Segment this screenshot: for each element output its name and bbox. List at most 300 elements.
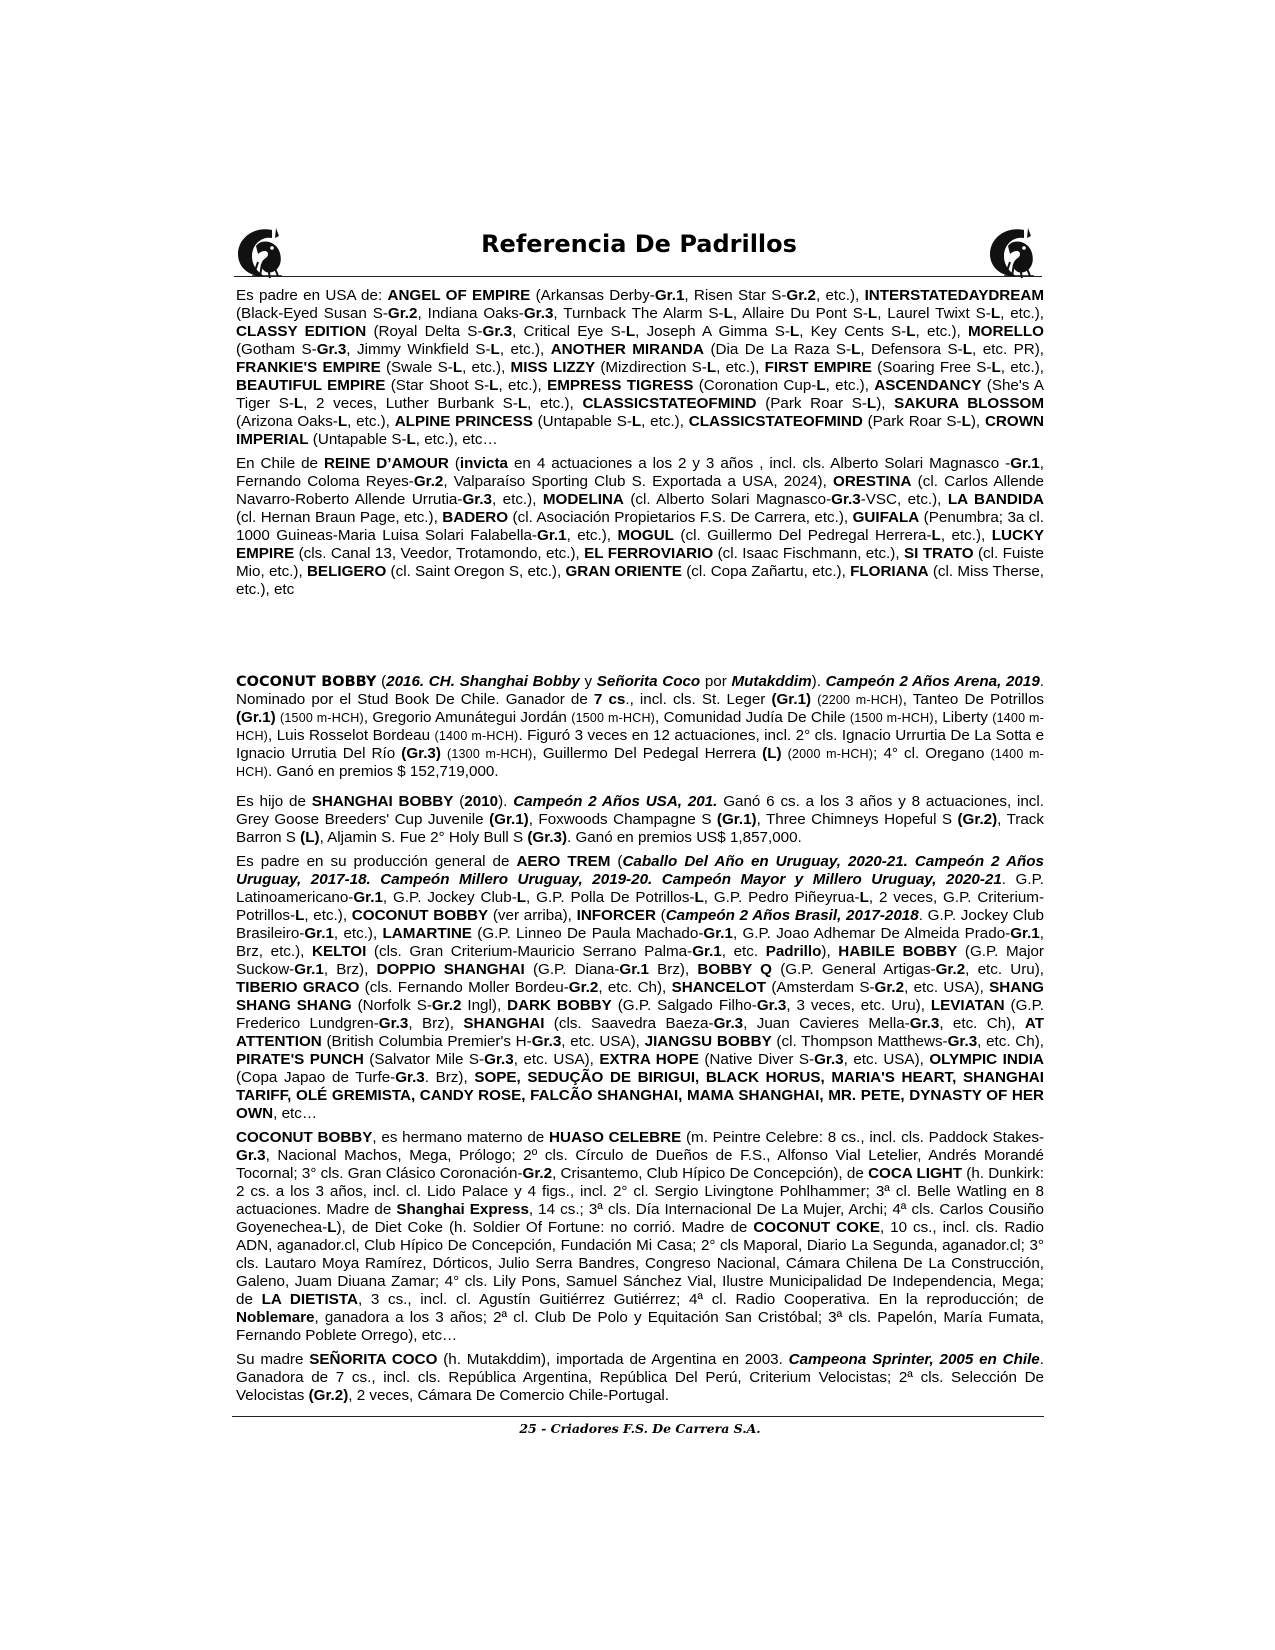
- bold-text: CROWN IMPERIAL: [236, 413, 1045, 448]
- bold-text: (Gr.2): [308, 1387, 349, 1404]
- text-run: Ganó 6 cs. a los 3 años y 8 actuaciones, incl. Grey Goose Breeders' Cup Juvenile: [236, 793, 1044, 828]
- bold-text: (Gr.1): [771, 691, 812, 708]
- bold-text: SOPE, SEDUÇÃO DE BIRIGUI, BLACK HORUS, MARIA'S HEART, SHANGHAI TARIFF, OLÉ GREMISTA, CANDY ROSE, FALCÃO SHANGHAI, MAMA SHANGHAI, MR. PETE, DYNASTY OF HER OWN: [236, 1069, 1044, 1122]
- distance-text: (1500 m-HCH): [849, 711, 934, 725]
- bold-text: 2010: [464, 793, 499, 810]
- bold-text: DARK BOBBY: [507, 997, 612, 1014]
- text-run: (cl. Alberto Solari Magnasco-: [623, 491, 832, 508]
- emphasis-text: Campeón 2 Años Brasil, 2017-2018: [665, 907, 919, 924]
- sire-dam-paragraph: [236, 1351, 1044, 1405]
- text-run: , Three Chimneys Hopeful S: [756, 811, 958, 828]
- text-run: (Star Shoot S-: [385, 377, 490, 394]
- text-run: , etc.),: [499, 341, 551, 358]
- bold-text: CLASSY EDITION: [236, 323, 367, 340]
- bold-text: L: [851, 341, 861, 358]
- text-run: , Risen Star S-: [684, 287, 787, 304]
- bold-text: L: [694, 889, 704, 906]
- text-run: . G.P. Latinoamericano-: [236, 871, 1044, 906]
- bold-text: CLASSICSTATEOFMIND: [688, 413, 863, 430]
- text-run: , Valparaíso Sporting Club S. Exportada a USA, 2024),: [443, 473, 834, 490]
- text-run: (: [376, 673, 387, 690]
- bold-text: LEVIATAN: [930, 997, 1005, 1014]
- text-run: , etc. USA),: [513, 1051, 600, 1068]
- text-run: Es padre en su producción general de: [236, 853, 517, 870]
- bold-text: COCONUT BOBBY: [236, 1129, 373, 1146]
- bold-text: SHANG SHANG SHANG: [236, 979, 1044, 1014]
- bold-text: Padrillo: [765, 943, 822, 960]
- pedigree-text: 2016. CH. Shanghai Bobby: [386, 673, 580, 690]
- text-run: (h. Dunkirk: 2 cs. a los 3 años, incl. cl. Lido Palace y 4 figs., incl. 2° cl. Sergio Livingtone Pohlhammer; 3ª cl. Belle Watling en 8 actuaciones. Madre de: [236, 1165, 1044, 1218]
- emphasis-text: Campeón 2 Años Arena, 2019: [825, 673, 1040, 690]
- bold-text: INFORCER: [576, 907, 656, 924]
- bold-text: COCONUT BOBBY: [351, 907, 489, 924]
- text-run: , etc.),: [940, 527, 992, 544]
- text-run: , G.P. Polla De Potrillos-: [526, 889, 695, 906]
- text-run: (Copa Japao de Turfe-: [236, 1069, 396, 1086]
- text-run: (Penumbra; 3a cl. 1000 Guineas-Maria Luisa Solari Falabella-: [236, 509, 1044, 544]
- text-run: , Turnback The Alarm S-: [553, 305, 724, 322]
- bold-text: Gr.1: [537, 527, 567, 544]
- text-run: (cls. Fernando Moller Bordeu-: [359, 979, 569, 996]
- text-run: , etc.),: [333, 925, 383, 942]
- text-run: (British Columbia Premier's H-: [321, 1033, 532, 1050]
- text-run: y: [579, 673, 597, 690]
- bold-text: L: [406, 431, 416, 448]
- text-run: , Foxwoods Champagne S: [528, 811, 717, 828]
- bold-text: BELIGERO: [306, 563, 387, 580]
- bold-text: SEÑORITA COCO: [309, 1351, 438, 1368]
- bold-text: Gr.3: [909, 1015, 940, 1032]
- bold-text: L: [962, 341, 973, 358]
- bold-text: OLYMPIC INDIA: [929, 1051, 1044, 1068]
- text-run: , etc.),: [915, 323, 969, 340]
- footer-divider: [232, 1416, 1044, 1417]
- text-run: , etc.), etc…: [415, 431, 498, 448]
- text-run: , Indiana Oaks-: [417, 305, 524, 322]
- text-run: ),: [876, 395, 895, 412]
- text-run: (h. Mutakddim), importada de Argentina en 2003.: [437, 1351, 789, 1368]
- bold-text: Gr.1: [703, 925, 733, 942]
- usa-progeny-paragraph: [236, 287, 1044, 449]
- text-run: (G.P. Diana-: [524, 961, 620, 978]
- title-divider: [234, 276, 1042, 277]
- sire-progeny-paragraph: [236, 853, 1044, 1123]
- text-run: (Royal Delta S-: [366, 323, 483, 340]
- text-run: , 3 cs., incl. cl. Agustín Guitiérrez Gutiérrez; 4ª cl. Radio Cooperativa. En la reproducción; de: [357, 1291, 1044, 1308]
- text-run: (cl. Miss Therse, etc.), etc: [236, 563, 1044, 598]
- text-run: , Critical Eye S-: [512, 323, 626, 340]
- text-run: ; 4° cl. Oregano: [873, 745, 991, 762]
- bold-text: L: [517, 395, 528, 412]
- text-run: (: [610, 853, 623, 870]
- text-run: , Joseph A Gimma S-: [635, 323, 790, 340]
- text-run: , Guillermo Del Pedegal Herrera: [532, 745, 763, 762]
- bold-text: GUIFALA: [852, 509, 920, 526]
- bold-text: Gr.1: [619, 961, 649, 978]
- bold-text: BADERO: [442, 509, 509, 526]
- bold-text: L: [789, 323, 800, 340]
- bold-text: (Gr.1): [716, 811, 757, 828]
- text-run: Su madre: [236, 1351, 310, 1368]
- text-run: , 14 cs.; 3ª cls. Día Internacional De La Mujer, Archi; 4ª cls. Carlos Cousiño Goyenechea-: [236, 1201, 1044, 1236]
- bold-text: HUASO CELEBRE: [549, 1129, 682, 1146]
- text-run: , 10 cs., incl. cls. Radio ADN, aganador.cl, Club Hípico De Concepción, Fundación Mi Casa; 2° cls Maporal, Diario La Segunda, aganador.cl; 3° cls. Lautaro Moya Ramírez, Dórticos, Julio Serra Bandres, Congreso Nacional, Cámara Chilena De La Construcción, Galeno, Juam Diuana Zamar; 4° cls. Lily Pons, Samuel Sánchez Vial, Ilustre Municipalidad De Independencia, Mega; de: [236, 1219, 1044, 1308]
- text-run: , Fernando Coloma Reyes-: [236, 455, 1044, 490]
- bold-text: (Gr.2): [957, 811, 998, 828]
- bold-text: PIRATE'S PUNCH: [236, 1051, 364, 1068]
- text-run: , etc.),: [1000, 359, 1044, 376]
- text-run: , etc. USA),: [843, 1051, 930, 1068]
- text-run: (Mizdirection S-: [595, 359, 707, 376]
- bold-text: COCONUT COKE: [753, 1219, 880, 1236]
- bold-text: FLORIANA: [850, 563, 929, 580]
- bold-text: L: [867, 305, 878, 322]
- bold-text: AERO TREM: [516, 853, 611, 870]
- bold-text: (Gr.3): [527, 829, 568, 846]
- text-run: , Liberty: [933, 709, 993, 726]
- text-run: (cl. Carlos Allende Navarro-Roberto Allende Urrutia-: [236, 473, 1044, 508]
- text-run: . G.P. Jockey Club Brasileiro-: [236, 907, 1045, 942]
- horse-head-emblem-icon: [232, 224, 288, 280]
- bold-text: L: [816, 377, 826, 394]
- distance-text: (1400 m-HCH): [236, 747, 1044, 779]
- bold-text: L: [859, 889, 869, 906]
- bold-text: SAKURA BLOSSOM: [894, 395, 1044, 412]
- bold-text: SHANGHAI: [463, 1015, 545, 1032]
- bold-text: L: [516, 889, 527, 906]
- text-run: , etc.),: [815, 287, 865, 304]
- text-run: , etc.),: [716, 359, 765, 376]
- text-run: (Gotham S-: [236, 341, 317, 358]
- text-run: (Amsterdam S-: [766, 979, 875, 996]
- bold-text: DOPPIO SHANGHAI: [376, 961, 525, 978]
- text-run: por: [700, 673, 732, 690]
- bold-text: Gr.3: [378, 1015, 409, 1032]
- text-run: (G.P. General Artigas-: [772, 961, 936, 978]
- bold-text: L: [866, 395, 877, 412]
- bold-text: L: [906, 323, 916, 340]
- bold-text: EXTRA HOPE: [599, 1051, 699, 1068]
- text-run: , Luis Rosselot Bordeau: [268, 727, 435, 744]
- text-run: , Brz, etc.),: [236, 925, 1044, 960]
- bold-text: Gr.2: [568, 979, 599, 996]
- text-run: (cl. Guillermo Del Pedregal Herrera-: [673, 527, 932, 544]
- bold-text: Gr.3: [484, 1051, 514, 1068]
- text-run: (She's A Tiger S-: [236, 377, 1044, 412]
- text-run: ., incl. cls. St. Leger: [625, 691, 772, 708]
- text-run: , 3 veces, etc. Uru),: [786, 997, 931, 1014]
- bold-text: Gr.1: [1010, 455, 1040, 472]
- text-run: , etc. USA),: [904, 979, 990, 996]
- text-run: (Arkansas Derby-: [530, 287, 655, 304]
- text-run: , etc.),: [566, 527, 618, 544]
- text-run: ), de Diet Coke (h. Soldier Of Fortune: no corrió. Madre de: [336, 1219, 754, 1236]
- bold-text: LAMARTINE: [382, 925, 472, 942]
- text-run: , etc. Uru),: [965, 961, 1044, 978]
- bold-text: MISS LIZZY: [510, 359, 596, 376]
- bold-text: Gr.3: [756, 997, 787, 1014]
- bold-text: L: [631, 413, 642, 430]
- text-run: , G.P. Joao Adhemar De Almeida Prado-: [732, 925, 1011, 942]
- bold-text: LUCKY EMPIRE: [236, 527, 1045, 562]
- text-run: , etc.),: [492, 491, 543, 508]
- sire-lineage-paragraph: [236, 793, 1044, 847]
- bold-text: HABILE BOBBY: [838, 943, 958, 960]
- bold-text: L: [961, 413, 971, 430]
- bold-text: Gr.1: [304, 925, 334, 942]
- bold-text: TIBERIO GRACO: [236, 979, 360, 996]
- text-run: , Jimmy Winkfield S-: [346, 341, 491, 358]
- bold-text: Gr.3: [482, 323, 513, 340]
- bold-text: COCA LIGHT: [868, 1165, 963, 1182]
- text-run: . Ganó en premios $ 152,719,000.: [268, 763, 499, 780]
- text-run: , etc. Ch),: [598, 979, 672, 996]
- text-run: ),: [970, 413, 985, 430]
- text-run: (cl. Fuiste Mio, etc.),: [236, 545, 1044, 580]
- text-run: . Ganó en premios US$ 1,857,000.: [567, 829, 802, 846]
- text-run: , Brz),: [408, 1015, 464, 1032]
- bold-text: Gr.3: [395, 1069, 425, 1086]
- bold-text: Gr.3: [462, 491, 493, 508]
- text-run: (cls. Gran Criterium-Mauricio Serrano Palma-: [366, 943, 693, 960]
- text-run: (cl. Asociación Propietarios F.S. De Carrera, etc.),: [508, 509, 853, 526]
- distance-text: (2000 m-HCH): [787, 747, 874, 761]
- text-run: , etc.),: [641, 413, 689, 430]
- bold-text: 7 cs: [593, 691, 626, 708]
- bold-text: (L): [300, 829, 320, 846]
- text-run: , es hermano materno de: [372, 1129, 550, 1146]
- text-run: (Norfolk S-: [351, 997, 432, 1014]
- text-run: . Figuró 3 veces en 12 actuaciones, incl. 2° cls. Ignacio Urrurtia De La Sotta e Ignacio Urrutia Del Río: [236, 727, 1045, 762]
- bold-text: L: [931, 527, 941, 544]
- text-run: , Brz),: [323, 961, 377, 978]
- text-run: (: [655, 907, 666, 924]
- text-run: Ingl),: [461, 997, 508, 1014]
- text-run: , Allaire Du Pont S-: [732, 305, 868, 322]
- text-run: (Salvator Mile S-: [363, 1051, 485, 1068]
- bold-text: LA DIETISTA: [261, 1291, 358, 1308]
- bold-text: Gr.1: [692, 943, 722, 960]
- emphasis-text: Campeón 2 Años USA, 201.: [513, 793, 718, 810]
- bold-text: Gr.1: [353, 889, 383, 906]
- bold-text: Gr.3: [713, 1015, 744, 1032]
- horse-head-emblem-icon: [984, 224, 1040, 280]
- bold-text: BEAUTIFUL EMPIRE: [236, 377, 386, 394]
- bold-text: Gr.2: [522, 1165, 553, 1182]
- text-run: , Juan Cavieres Mella-: [743, 1015, 910, 1032]
- bold-text: (Gr.1): [489, 811, 529, 828]
- bold-text: Gr.1: [294, 961, 324, 978]
- pedigree-text: Señorita Coco: [596, 673, 701, 690]
- text-run: (Swale S-: [380, 359, 453, 376]
- bold-text: ASCENDANCY: [874, 377, 982, 394]
- emphasis-text: Campeona Sprinter, 2005 en Chile: [788, 1351, 1040, 1368]
- bold-text: MOGUL: [617, 527, 674, 544]
- text-run: ).: [811, 673, 826, 690]
- bold-text: EMPRESS TIGRESS: [547, 377, 694, 394]
- text-run: (Coronation Cup-: [693, 377, 817, 394]
- bold-text: REINE D’AMOUR: [323, 455, 449, 472]
- text-run: , 2 veces, Cámara De Comercio Chile-Portugal.: [348, 1387, 670, 1404]
- emphasis-text: Caballo Del Año en Uruguay, 2020-21. Campeón 2 Años Uruguay, 2017-18. Campeón Millero Uruguay, 2019-20. Campeón Mayor y Millero Uruguay, 2020-21: [236, 853, 1044, 888]
- bold-text: Gr.3: [531, 1033, 562, 1050]
- text-run: (: [448, 455, 460, 472]
- bold-text: Gr.3: [814, 1051, 844, 1068]
- text-run: (Black-Eyed Susan S-: [236, 305, 388, 322]
- bold-text: LA BANDIDA: [947, 491, 1045, 508]
- bold-text: L: [990, 305, 1001, 322]
- text-run: (ver arriba),: [488, 907, 577, 924]
- bold-text: invicta: [459, 455, 509, 472]
- text-run: , Tanteo De Potrillos: [902, 691, 1044, 708]
- distance-text: (1500 m-HCH): [280, 711, 364, 725]
- text-run: , Gregorio Amunátegui Jordán: [363, 709, 572, 726]
- bold-text: BOBBY Q: [697, 961, 772, 978]
- text-run: , Defensora S-: [860, 341, 963, 358]
- text-run: , Nacional Machos, Mega, Prólogo; 2º cls. Círculo de Dueños de F.S., Alfonso Vial Letelier, Andrés Morandé Tocornal; 3° cls. Gran Clásico Coronación-: [236, 1147, 1044, 1182]
- bold-text: (Gr.3): [401, 745, 441, 762]
- bold-text: Gr.1: [1010, 925, 1040, 942]
- text-run: (Dia De La Raza S-: [703, 341, 852, 358]
- text-run: , 2 veces, Luther Burbank S-: [303, 395, 518, 412]
- bold-text: Gr.2: [935, 961, 966, 978]
- text-run: (G.P. Major Suckow-: [236, 943, 1044, 978]
- text-run: , 2 veces, G.P. Criterium-Potrillos-: [236, 889, 1044, 924]
- text-run: (cls. Canal 13, Veedor, Trotamondo, etc.),: [294, 545, 585, 562]
- text-run: (cl. Isaac Fischmann, etc.),: [713, 545, 904, 562]
- text-run: ).: [498, 793, 514, 810]
- text-run: . Ganadora de 7 cs., incl. cls. República Argentina, República Del Perú, Criterium Velocistas; 2ª cls. Selección De Velocistas: [236, 1351, 1044, 1404]
- bold-text: L: [490, 341, 500, 358]
- text-run: , etc.: [721, 943, 766, 960]
- text-run: . Nominado por el Stud Book De Chile. Ganador de: [236, 673, 1044, 708]
- bold-text: Gr.3: [947, 1033, 978, 1050]
- bold-text: Gr.3: [831, 491, 861, 508]
- text-run: , etc. USA),: [561, 1033, 645, 1050]
- text-run: (cl. Thompson Matthews-: [771, 1033, 948, 1050]
- text-run: Brz),: [648, 961, 698, 978]
- bold-text: SHANCELOT: [671, 979, 767, 996]
- previous-sire-section: [236, 287, 1044, 605]
- bold-text: MODELINA: [542, 491, 624, 508]
- text-run: , Track Barron S: [236, 811, 1044, 846]
- bold-text: L: [327, 1219, 337, 1236]
- text-run: , Key Cents S-: [799, 323, 907, 340]
- coconut-bobby-section: [236, 673, 1044, 1411]
- bold-text: L: [293, 395, 304, 412]
- bold-text: ORESTINA: [833, 473, 912, 490]
- text-run: (G.P. Salgado Filho-: [611, 997, 757, 1014]
- bold-text: MORELLO: [968, 323, 1044, 340]
- bold-text: L: [991, 359, 1001, 376]
- text-run: -VSC, etc.),: [860, 491, 948, 508]
- text-run: ),: [821, 943, 839, 960]
- text-run: (Native Diver S-: [698, 1051, 815, 1068]
- bold-text: SHANGHAI BOBBY: [311, 793, 454, 810]
- text-run: , etc.),: [347, 413, 395, 430]
- text-run: , Comunidad Judía De Chile: [655, 709, 850, 726]
- bold-text: CLASSICSTATEOFMIND: [582, 395, 757, 412]
- distance-text: (1500 m-HCH): [571, 711, 656, 725]
- text-run: , etc.),: [1000, 305, 1044, 322]
- bold-text: SI TRATO: [903, 545, 974, 562]
- distance-text: (1400 m-HCH): [434, 729, 519, 743]
- chile-progeny-paragraph: [236, 455, 1044, 599]
- bold-text: Gr.3: [316, 341, 347, 358]
- bold-text: Gr.2: [786, 287, 816, 304]
- text-run: , Aljamin S. Fue 2° Holy Bull S: [319, 829, 528, 846]
- text-run: (cl. Hernan Braun Page, etc.),: [236, 509, 443, 526]
- bold-text: EL FERROVIARIO: [584, 545, 714, 562]
- bold-text: Gr.2: [874, 979, 905, 996]
- text-run: (cls. Saavedra Baeza-: [544, 1015, 714, 1032]
- text-run: (m. Peintre Celebre: 8 cs., incl. cls. Paddock Stakes-: [681, 1129, 1044, 1146]
- text-run: (Arizona Oaks-: [236, 413, 338, 430]
- page-title: Referencia De Padrillos: [481, 230, 797, 258]
- bold-text: Gr.2: [413, 473, 444, 490]
- text-run: , etc.),: [527, 395, 583, 412]
- text-run: , ganadora a los 3 años; 2ª cl. Club De Polo y Equitación San Cristóbal; 3ª cls. Papelón, María Fumata, Fernando Poblete Orrego), etc…: [236, 1309, 1044, 1344]
- text-run: , G.P. Jockey Club-: [382, 889, 517, 906]
- text-run: , etc. Ch),: [939, 1015, 1025, 1032]
- bold-text: Gr.3: [523, 305, 554, 322]
- bold-text: Gr.1: [654, 287, 685, 304]
- text-run: , G.P. Pedro Piñeyrua-: [703, 889, 860, 906]
- bold-text: ANOTHER MIRANDA: [550, 341, 704, 358]
- bold-text: Gr.2: [387, 305, 418, 322]
- bold-text: INTERSTATEDAYDREAM: [864, 287, 1045, 304]
- distance-text: (1400 m-HCH): [236, 711, 1045, 743]
- text-run: (Untapable S-: [532, 413, 632, 430]
- text-run: En Chile de: [236, 455, 324, 472]
- page-footer: 25 - Criadores F.S. De Carrera S.A.: [519, 1421, 761, 1436]
- text-run: , etc.),: [825, 377, 875, 394]
- bold-text: Gr.2: [431, 997, 462, 1014]
- sire-intro-paragraph: [236, 673, 1044, 781]
- bold-text: (Gr.1): [236, 709, 276, 726]
- bold-text: ALPINE PRINCESS: [394, 413, 533, 430]
- text-run: (: [453, 793, 465, 810]
- text-run: , etc. PR),: [972, 341, 1044, 358]
- bold-text: KELTOI: [312, 943, 367, 960]
- bold-text: GRAN ORIENTE: [565, 563, 682, 580]
- bold-text: AT ATTENTION: [236, 1015, 1044, 1050]
- bold-text: FRANKIE'S EMPIRE: [236, 359, 381, 376]
- text-run: , etc.),: [462, 359, 511, 376]
- text-run: (Soaring Free S-: [871, 359, 992, 376]
- text-run: , Laurel Twixt S-: [877, 305, 991, 322]
- text-run: en 4 actuaciones a los 2 y 3 años , incl. cls. Alberto Solari Magnasco -: [508, 455, 1011, 472]
- text-run: Es padre en USA de:: [236, 287, 388, 304]
- text-run: (Untapable S-: [308, 431, 407, 448]
- text-run: , etc.),: [498, 377, 548, 394]
- text-run: , Crisantemo, Club Hípico De Concepción), de: [552, 1165, 869, 1182]
- bold-text: L: [723, 305, 733, 322]
- distance-text: (1300 m-HCH): [447, 747, 533, 761]
- pedigree-text: Mutakddim: [731, 673, 812, 690]
- text-run: (G.P. Frederico Lundgren-: [236, 997, 1045, 1032]
- text-run: , etc…: [273, 1105, 318, 1122]
- text-run: Es hijo de: [236, 793, 312, 810]
- bold-text: L: [337, 413, 348, 430]
- text-run: , etc.),: [304, 907, 352, 924]
- horse-name: COCONUT BOBBY: [236, 674, 377, 690]
- sire-family-paragraph: [236, 1129, 1044, 1345]
- distance-text: (2200 m-HCH): [817, 693, 903, 707]
- bold-text: Noblemare: [236, 1309, 315, 1326]
- text-run: (cl. Saint Oregon S, etc.),: [386, 563, 566, 580]
- text-run: (cl. Copa Zañartu, etc.),: [681, 563, 851, 580]
